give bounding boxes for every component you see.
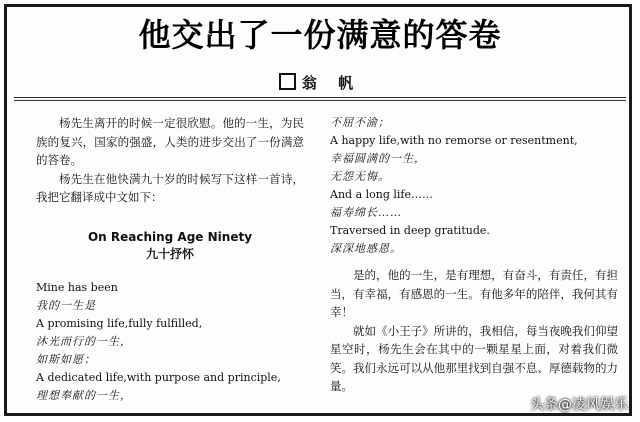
paragraph: 就如《小王子》所讲的，我相信，每当夜晚我们仰望星空时，杨先生会在其中的一颗星星上面，对着我们微笑。我们永远可以从他那里找到自强不息、厚德载物的力量。 (330, 323, 618, 393)
verse-line: A dedicated life,with purpose and principle, (36, 370, 281, 384)
watermark: 头条@凌风娱乐 (530, 397, 628, 413)
left-column (36, 114, 304, 405)
poem-title-en: On Reaching Age Ninety (87, 229, 253, 244)
verse-line: A promising life,fully fulfilled, (36, 316, 203, 330)
poem-verses (36, 279, 304, 405)
paragraph: 杨先生在他快满九十岁的时候写下这样一首诗，我把它翻译成中文如下： (36, 171, 304, 204)
right-column (330, 114, 618, 396)
divider-rule (14, 97, 626, 98)
paragraph: 杨先生离开的时候一定很欣慰。他的一生，为民族的复兴，国家的强盛，人类的进步交出了一份满意的答卷。 (36, 116, 304, 167)
verse-line: 我的一生是 (36, 298, 96, 312)
verse-line: 幸福圆满的一生， (330, 152, 426, 165)
verse-line: And a long life…… (330, 188, 434, 201)
divider-rule (14, 100, 626, 101)
verse-line: 沐光而行的一生， (36, 334, 132, 348)
poem-title-cn: 九十抒怀 (145, 246, 194, 261)
article-title: 他交出了一份满意的答卷 (138, 16, 502, 54)
verse-line: 如斯如愿； (36, 352, 96, 366)
verse-line: 深深地感恩。 (330, 242, 402, 255)
verse-line: 理想奉献的一生， (36, 388, 132, 402)
verse-line: 无怨无悔。 (330, 170, 390, 183)
verse-line: 福寿绵长…… (330, 206, 402, 219)
verse-line: Traversed in deep gratitude. (330, 224, 490, 237)
verse-line: A happy life,with no remorse or resentment, (330, 134, 578, 147)
author-name: 翁 帆 (301, 74, 362, 92)
paragraph: 是的，他的一生，是有理想，有奋斗，有责任，有担当，有幸福，有感恩的一生。有他多年的陪伴，我何其有幸！ (330, 268, 618, 319)
verse-line: 不屈不渝； (330, 116, 390, 129)
article-byline (0, 72, 640, 93)
square-icon (279, 73, 296, 90)
verse-line: Mine has been (36, 280, 118, 294)
